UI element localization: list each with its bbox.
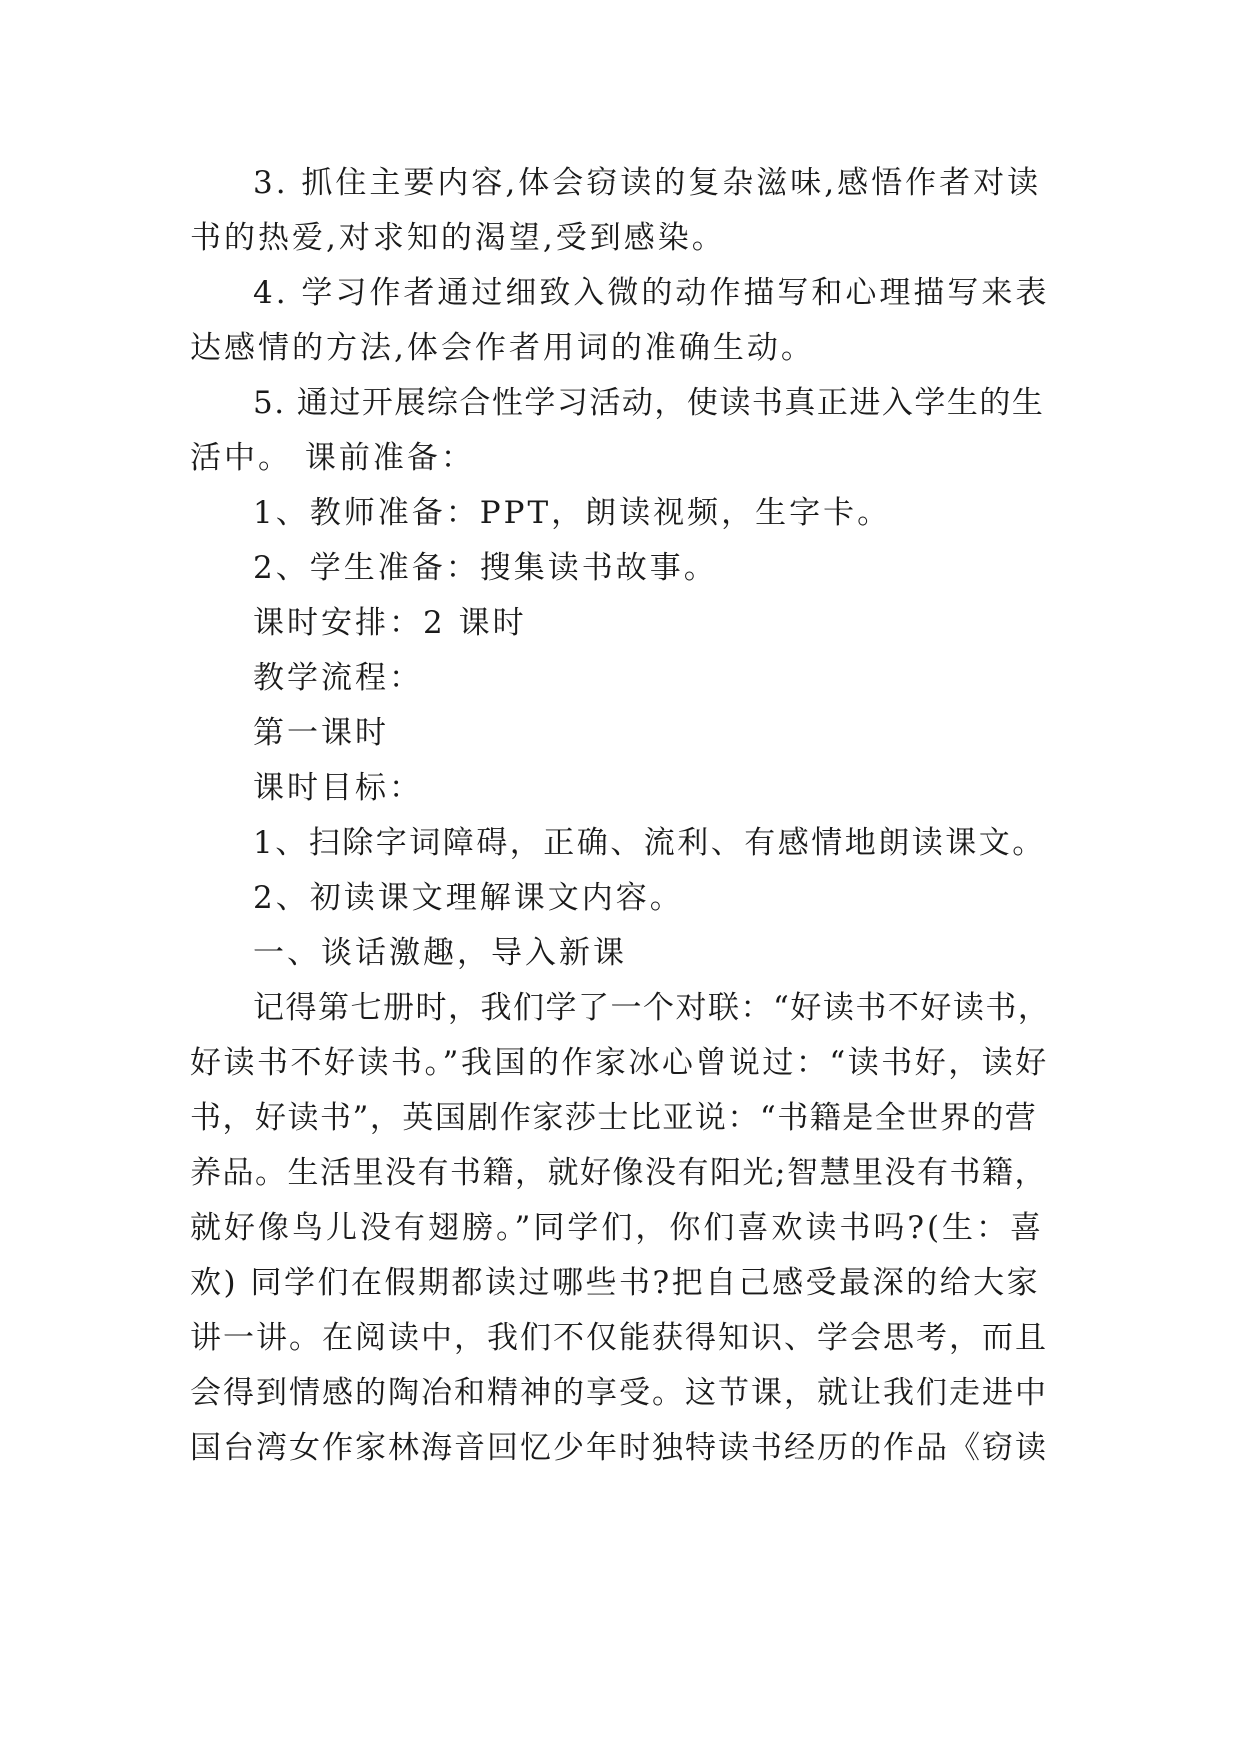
text-line: 养品。生活里没有书籍，就好像没有阳光;智慧里没有书籍， bbox=[190, 1155, 1047, 1191]
text-line: 活中。 课前准备： bbox=[190, 440, 475, 476]
text-line: 国台湾女作家林海音回忆少年时独特读书经历的作品《窃读 bbox=[190, 1430, 1048, 1466]
text-line: 5. 通过开展综合性学习活动，使读书真正进入学生的生 bbox=[253, 385, 1045, 421]
text-line: 教学流程： bbox=[253, 660, 423, 696]
text-line: 2、学生准备：搜集读书故事。 bbox=[253, 550, 718, 586]
text-line: 课时安排：2 课时 bbox=[253, 605, 527, 641]
text-line: 3. 抓住主要内容,体会窃读的复杂滋味,感悟作者对读 bbox=[253, 165, 1042, 201]
text-line: 会得到情感的陶冶和精神的享受。这节课，就让我们走进中 bbox=[190, 1375, 1048, 1411]
text-line: 讲一讲。在阅读中，我们不仅能获得知识、学会思考，而且 bbox=[190, 1320, 1048, 1356]
text-line: 书的热爱,对求知的渴望,受到感染。 bbox=[190, 220, 726, 256]
text-line: 记得第七册时，我们学了一个对联：“好读书不好读书， bbox=[253, 990, 1051, 1026]
text-line: 2、初读课文理解课文内容。 bbox=[253, 880, 684, 916]
text-line: 第一课时 bbox=[253, 715, 389, 751]
text-line: 达感情的方法,体会作者用词的准确生动。 bbox=[190, 330, 815, 366]
text-line: 就好像鸟儿没有翅膀。”同学们，你们喜欢读书吗?(生：喜 bbox=[190, 1210, 1045, 1246]
text-line: 书，好读书”，英国剧作家莎士比亚说：“书籍是全世界的营 bbox=[190, 1100, 1038, 1136]
text-line: 一、谈话激趣，导入新课 bbox=[253, 935, 627, 971]
text-line: 欢) 同学们在假期都读过哪些书?把自己感受最深的给大家 bbox=[190, 1265, 1041, 1301]
text-line: 课时目标： bbox=[253, 770, 423, 806]
text-line: 好读书不好读书。”我国的作家冰心曾说过：“读书好，读好 bbox=[190, 1045, 1049, 1081]
text-line: 1、教师准备：PPT，朗读视频，生字卡。 bbox=[253, 495, 892, 531]
text-line: 4. 学习作者通过细致入微的动作描写和心理描写来表 bbox=[253, 275, 1050, 311]
text-line: 1、扫除字词障碍，正确、流利、有感情地朗读课文。 bbox=[253, 825, 1046, 861]
